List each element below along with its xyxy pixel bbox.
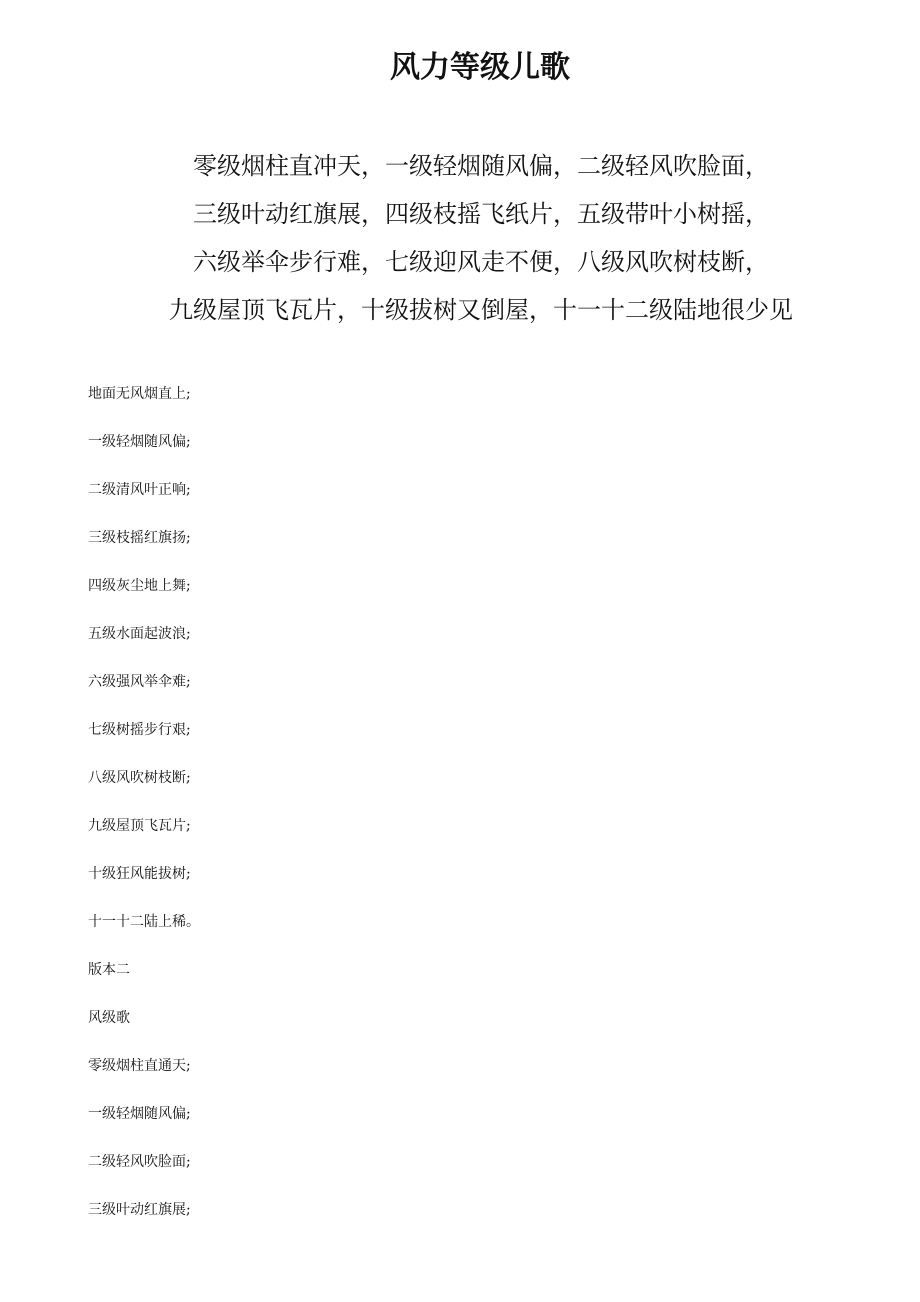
- section-label: 版本二: [88, 962, 130, 978]
- list-item: 三级枝摇红旗扬;: [88, 530, 191, 546]
- list-item: 七级树摇步行艰;: [88, 722, 191, 738]
- poem-block: [0, 142, 920, 334]
- list-item: 五级水面起波浪;: [88, 626, 191, 642]
- list-item: 十级狂风能拔树;: [88, 866, 191, 882]
- poem-line: 九级屋顶飞瓦片，十级拔树又倒屋，十一十二级陆地很少见: [169, 296, 793, 324]
- list-item: 六级强风举伞难;: [88, 674, 191, 690]
- list-item: 地面无风烟直上;: [88, 386, 191, 402]
- list-item: 二级轻风吹脸面;: [88, 1154, 191, 1170]
- list-item: 三级叶动红旗展;: [88, 1202, 191, 1218]
- list-item: 一级轻烟随风偏;: [88, 1106, 191, 1122]
- verse-list: [88, 382, 200, 1246]
- poem-line: 六级举伞步行难，七级迎风走不便，八级风吹树枝断，: [193, 248, 769, 276]
- list-item: 九级屋顶飞瓦片;: [88, 818, 191, 834]
- list-item: 八级风吹树枝断;: [88, 770, 191, 786]
- list-item: 零级烟柱直通天;: [88, 1058, 191, 1074]
- list-item: 十一十二陆上稀。: [88, 914, 200, 930]
- list-item: 二级清风叶正响;: [88, 482, 191, 498]
- list-item: 一级轻烟随风偏;: [88, 434, 191, 450]
- document-title: 风力等级儿歌: [390, 50, 570, 85]
- poem-line: 零级烟柱直冲天，一级轻烟随风偏，二级轻风吹脸面，: [193, 152, 769, 180]
- poem-line: 三级叶动红旗展，四级枝摇飞纸片，五级带叶小树摇，: [193, 200, 769, 228]
- list-item: 四级灰尘地上舞;: [88, 578, 191, 594]
- section-title: 风级歌: [88, 1010, 130, 1026]
